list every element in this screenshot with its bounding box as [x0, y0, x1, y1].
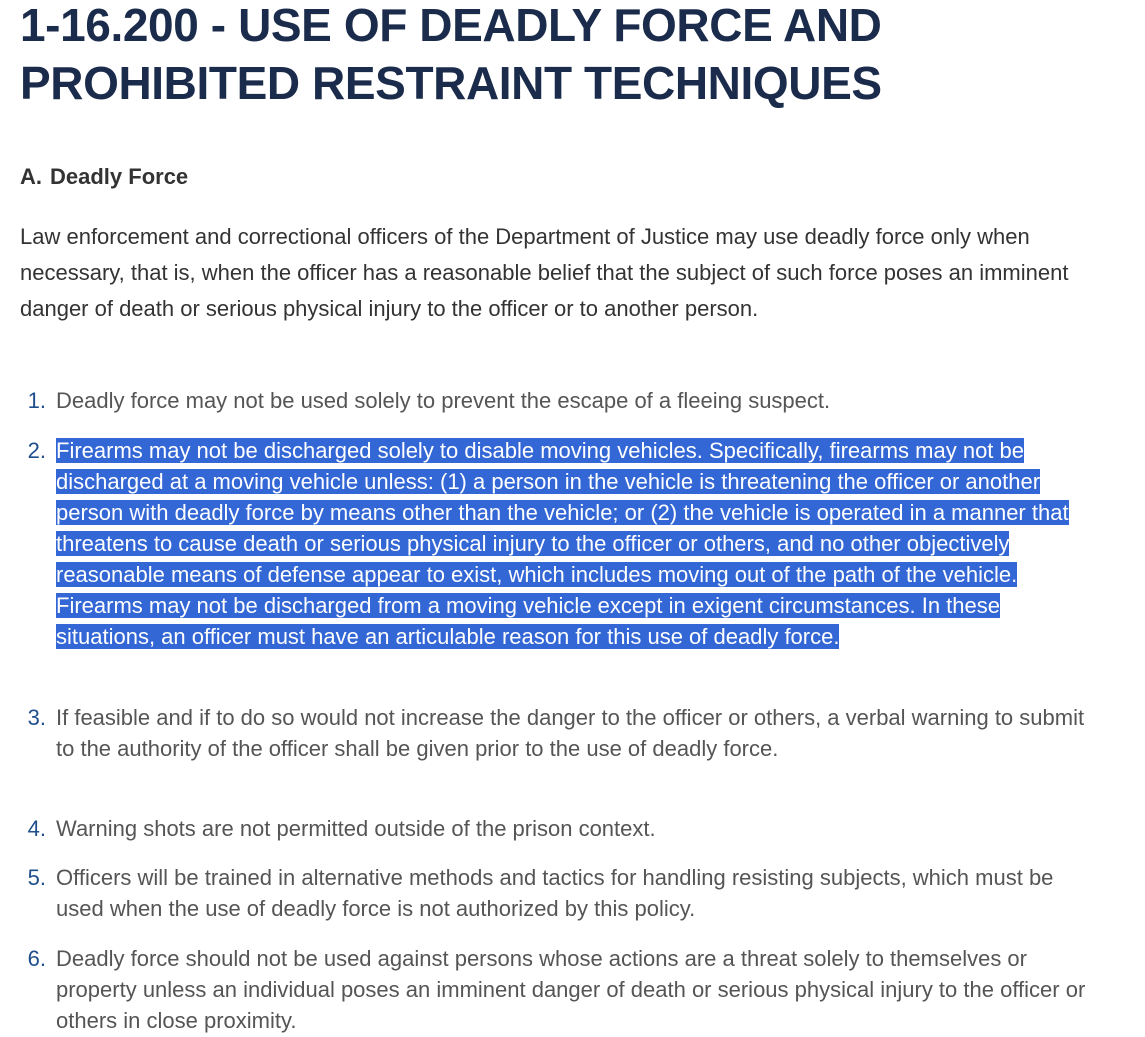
list-item-text-highlighted[interactable]	[56, 435, 1096, 652]
list-item-number: 1.	[27, 388, 46, 413]
page-title: 1-16.200 - USE OF DEADLY FORCE AND PROHIBITED RESTRAINT TECHNIQUES	[20, 0, 882, 109]
intro-paragraph: Law enforcement and correctional officers of the Department of Justice may use deadly force only when necessary, that is, when the officer has a reasonable belief that the subject of such force poses an imminent danger of death or serious physical injury to the officer or to another person.	[20, 224, 1069, 321]
section-heading	[20, 162, 188, 192]
list-item-text: Deadly force should not be used against persons whose actions are a threat solely to themselves or property unless an individual poses an imminent danger of death or serious physical injury to the officer or others in close proximity.	[56, 946, 1086, 1033]
text-selection-highlight[interactable]: Firearms may not be discharged solely to disable moving vehicles. Specifically, firearms may not be discharged at a moving vehicle unless: (1) a person in the vehicle is threatening the officer or another person with deadly force by means other than the vehicle; or (2) the vehicle is operated in a manner that threatens to cause death or serious physical injury to the officer or others, and no other objectively reasonable means of defense appear to exist, which includes moving out of the path of the vehicle. Firearms may not be discharged from a moving vehicle except in exigent circumstances. In these situations, an officer must have an articulable reason for this use of deadly force.	[56, 438, 1069, 649]
list-item-number: 4.	[27, 816, 46, 841]
list-item-number: 2.	[27, 438, 46, 463]
list-item-text: Deadly force may not be used solely to prevent the escape of a fleeing suspect.	[56, 388, 831, 413]
list-item-text: If feasible and if to do so would not increase the danger to the officer or others, a verbal warning to submit to the authority of the officer shall be given prior to the use of deadly force.	[56, 705, 1085, 761]
list-item-text: Officers will be trained in alternative methods and tactics for handling resisting subjects, which must be used when the use of deadly force is not authorized by this policy.	[56, 865, 1054, 921]
list-item-number: 6.	[27, 946, 46, 971]
list-item-number: 5.	[27, 865, 46, 890]
section-label: A.	[20, 164, 42, 189]
section-title: Deadly Force	[50, 164, 189, 189]
list-item-text: Warning shots are not permitted outside of the prison context.	[56, 816, 656, 841]
list-item-number: 3.	[27, 705, 46, 730]
